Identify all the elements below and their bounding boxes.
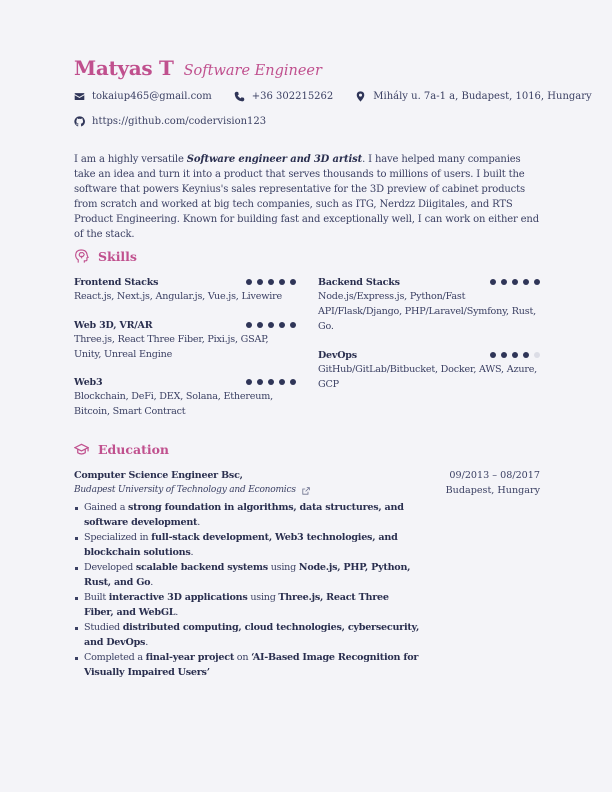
skill-level-rating bbox=[490, 279, 540, 285]
skill-web3d bbox=[74, 318, 296, 362]
skill-name: Frontend Stacks bbox=[74, 276, 159, 288]
skill-level-rating bbox=[490, 352, 540, 358]
github-icon bbox=[74, 116, 85, 127]
email-text[interactable]: tokaiup465@gmail.com bbox=[92, 91, 212, 102]
skill-keywords: GitHub/GitLab/Bitbucket, Docker, AWS, Azure, GCP bbox=[318, 364, 538, 390]
skill-keywords: React.js, Next.js, Angular.js, Vue.js, Livewire bbox=[74, 291, 282, 302]
school-name[interactable]: Budapest University of Technology and Economics bbox=[74, 485, 296, 495]
candidate-name: Matyas T bbox=[74, 56, 174, 80]
skill-name: Web 3D, VR/AR bbox=[74, 319, 153, 331]
education-bullet: Gained a strong foundation in algorithms, data structures, and software development. bbox=[74, 500, 420, 530]
contact-row bbox=[74, 91, 612, 102]
education-highlights bbox=[74, 500, 420, 680]
skill-name: Backend Stacks bbox=[318, 276, 400, 288]
education-bullet: Specialized in full-stack development, Web3 technologies, and blockchain solutions. bbox=[74, 530, 420, 560]
graduation-cap-icon bbox=[74, 442, 89, 457]
education-entry bbox=[74, 468, 540, 680]
school-link[interactable] bbox=[74, 483, 310, 498]
education-heading bbox=[74, 442, 169, 457]
skill-level-rating bbox=[246, 279, 296, 285]
contact-phone[interactable] bbox=[234, 91, 334, 102]
contact-row-2 bbox=[74, 116, 288, 127]
skill-frontend bbox=[74, 275, 296, 304]
education-bullet: Developed scalable backend systems using Node.js, PHP, Python, Rust, and Go. bbox=[74, 560, 420, 590]
contact-github[interactable] bbox=[74, 116, 266, 127]
degree: Computer Science Engineer Bsc, bbox=[74, 470, 243, 481]
contact-address bbox=[355, 91, 591, 102]
skills-heading bbox=[74, 249, 137, 264]
address-text: Mihály u. 7a-1 a, Budapest, 1016, Hungary bbox=[373, 91, 592, 102]
skill-backend bbox=[318, 275, 540, 334]
summary-text-post: . I have helped many companies take an idea and turn it into a product that serves thousands to millions of users. I built the software that powers Keynius's sales representative for the 3D preview of cabinet products from scratch and worked at big tech companies, such as ITG, Nerdzz Diigitales, and RTS Product Engineering. Known for building fast and exceptionally well, I can work on either end of the stack. bbox=[74, 154, 539, 240]
profile-summary bbox=[74, 152, 540, 242]
education-title: Education bbox=[98, 442, 170, 457]
summary-text-pre: I am a highly versatile bbox=[74, 154, 187, 165]
skills-title: Skills bbox=[98, 249, 137, 264]
skill-level-rating bbox=[246, 379, 296, 385]
education-bullet: Studied distributed computing, cloud technologies, cybersecurity, and DevOps. bbox=[74, 620, 420, 650]
skill-keywords: Three.js, React Three Fiber, Pixi.js, GSAP, Unity, Unreal Engine bbox=[74, 334, 269, 360]
map-pin-icon bbox=[355, 91, 366, 102]
envelope-icon bbox=[74, 91, 85, 102]
education-location: Budapest, Hungary bbox=[445, 485, 540, 496]
skill-name: Web3 bbox=[74, 376, 103, 388]
skill-keywords: Blockchain, DeFi, DEX, Solana, Ethereum, Bitcoin, Smart Contract bbox=[74, 391, 273, 417]
skill-web3 bbox=[74, 375, 296, 419]
skill-level-rating bbox=[246, 322, 296, 328]
phone-text[interactable]: +36 302215262 bbox=[251, 91, 334, 102]
github-link[interactable]: https://github.com/codervision123 bbox=[92, 116, 267, 127]
external-link-icon[interactable] bbox=[302, 487, 310, 495]
education-bullet: Built interactive 3D applications using Three.js, React Three Fiber, and WebGL. bbox=[74, 590, 420, 620]
brain-head-icon bbox=[74, 249, 89, 264]
skill-name: DevOps bbox=[318, 349, 357, 361]
candidate-title: Software Engineer bbox=[183, 63, 322, 79]
skill-keywords: Node.js/Express.js, Python/Fast API/Flask/Django, PHP/Laravel/Symfony, Rust, Go. bbox=[318, 291, 536, 332]
header-name-row bbox=[74, 56, 322, 80]
phone-icon bbox=[234, 91, 245, 102]
contact-email[interactable] bbox=[74, 91, 212, 102]
skill-devops bbox=[318, 348, 540, 392]
education-bullet: Completed a final-year project on ‘AI-Based Image Recognition for Visually Impaired Users’ bbox=[74, 650, 420, 680]
summary-emphasis: Software engineer and 3D artist bbox=[186, 154, 363, 165]
education-dates: 09/2013 – 08/2017 bbox=[449, 470, 540, 481]
